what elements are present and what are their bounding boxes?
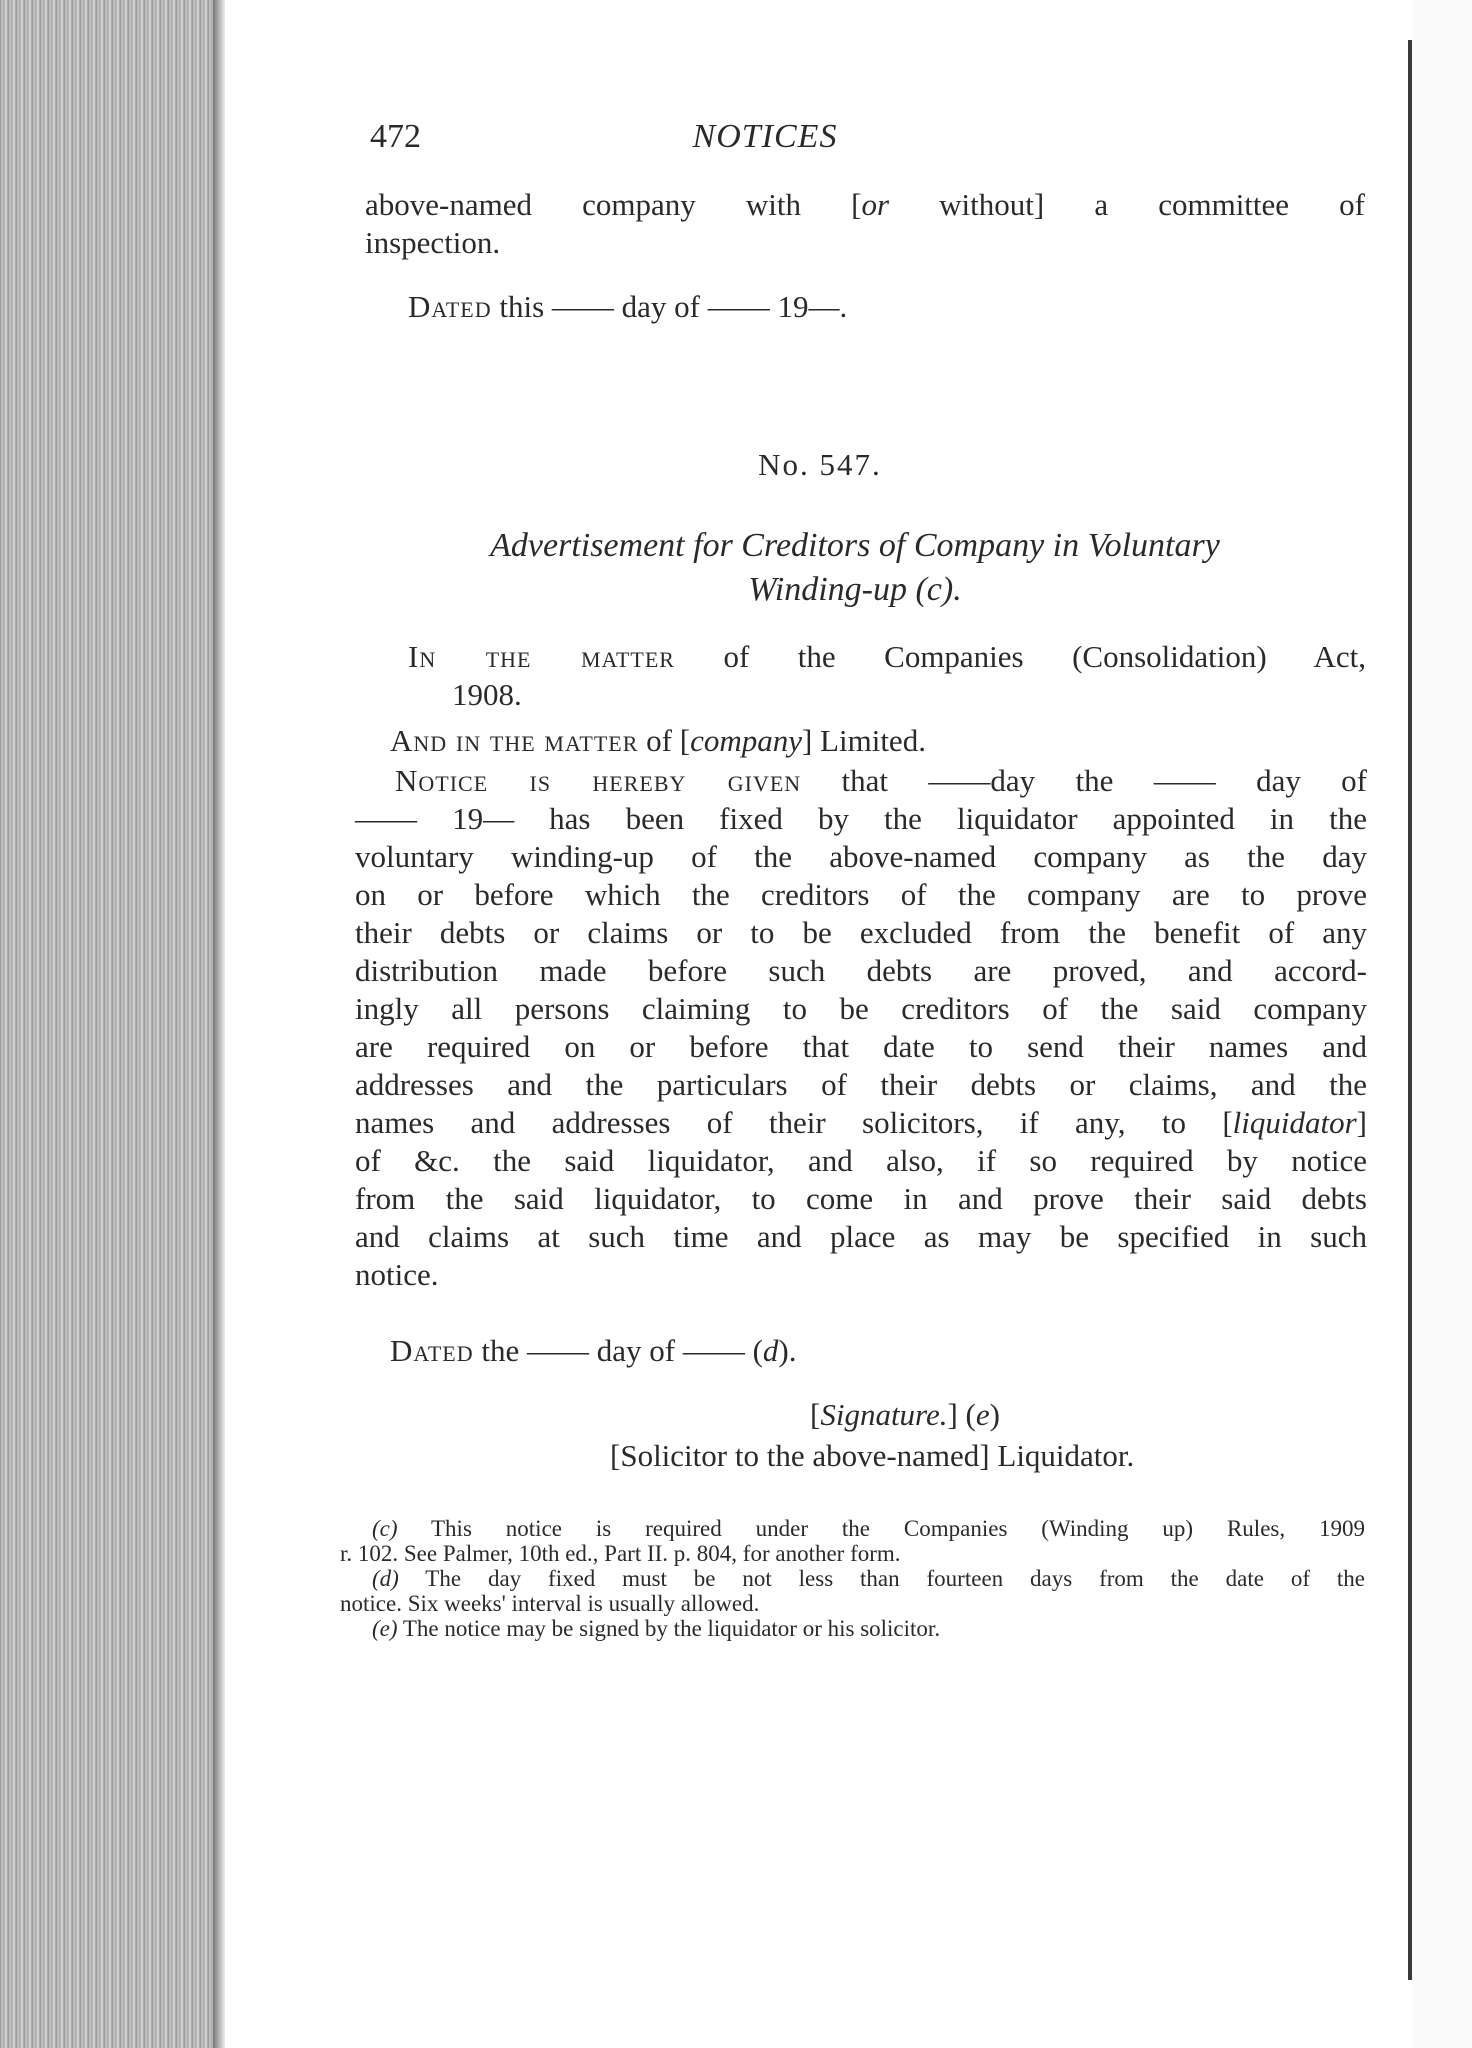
footnote-d: (d) The day fixed must be not less than fourteen days from the date of the [372,1566,1365,1591]
page-number: 472 [370,118,421,155]
form-title-line-1: Advertisement for Creditors of Company in Voluntary [490,527,1220,564]
right-page-edge [1412,0,1472,2048]
matter-companies-act: In the matter of the Companies (Consolidation) Act, 1908. [408,639,1367,712]
signature-line: [Signature.] (e) [810,1397,1000,1432]
form-title [340,524,1370,612]
notice-paragraph: Notice is hereby given that ——day the —— day of —— 19— has been fixed by the liquidator appointed in the voluntary winding-up of the above-named company as the day on or before which the creditors of the company are to prove their debts or claims or to be excluded from the benefit of any distribution made before such debts are proved, and accord- ingly all persons claiming to be creditors of the said company are required on or before that date to send their names and addresses and the particulars of their debts or claims, and the names and addresses of their solicitors, if any, to [liquidator] of &c. the said liquidator, and also, if so required by notice from the said liquidator, to come in and prove their said debts and claims at such time and place as may be specified in such notice. [355,763,1367,1292]
footnote-c: (c) This notice is required under the Companies (Winding up) Rules, 1909 [372,1516,1365,1541]
continuation-line-2: inspection. [365,225,501,260]
footnotes: (c) This notice is required under the Companies (Winding up) Rules, 1909 r. 102. See Palmer, 10th ed., Part II. p. 804, for another form. (d) The day fixed must be not less than fourteen days from the date of the notice. Six weeks' interval is usually allowed. (e) The notice may be signed by the liquidator or his solicitor. [340,1516,1365,1641]
binding-line [1408,40,1412,1980]
form-title-line-2: Winding-up (c). [748,571,962,608]
dated-line-2: Dated the —— day of —— (d). [390,1333,797,1368]
form-number: No. 547. [758,447,882,482]
continuation-line-1: above-named company with [or without] a committee of [365,187,1365,222]
matter-company: And in the matter of [company] Limited. [390,723,926,758]
continuation-paragraph [365,186,1365,262]
dated-line-1: Dated this —— day of —— 19—. [408,289,848,324]
running-head-title: NOTICES [692,118,838,155]
book-page-edges [0,0,225,2048]
solicitor-line: [Solicitor to the above-named] Liquidator. [610,1438,1135,1473]
footnote-e: (e) The notice may be signed by the liquidator or his solicitor. [372,1616,941,1641]
book-page [240,0,1400,2048]
